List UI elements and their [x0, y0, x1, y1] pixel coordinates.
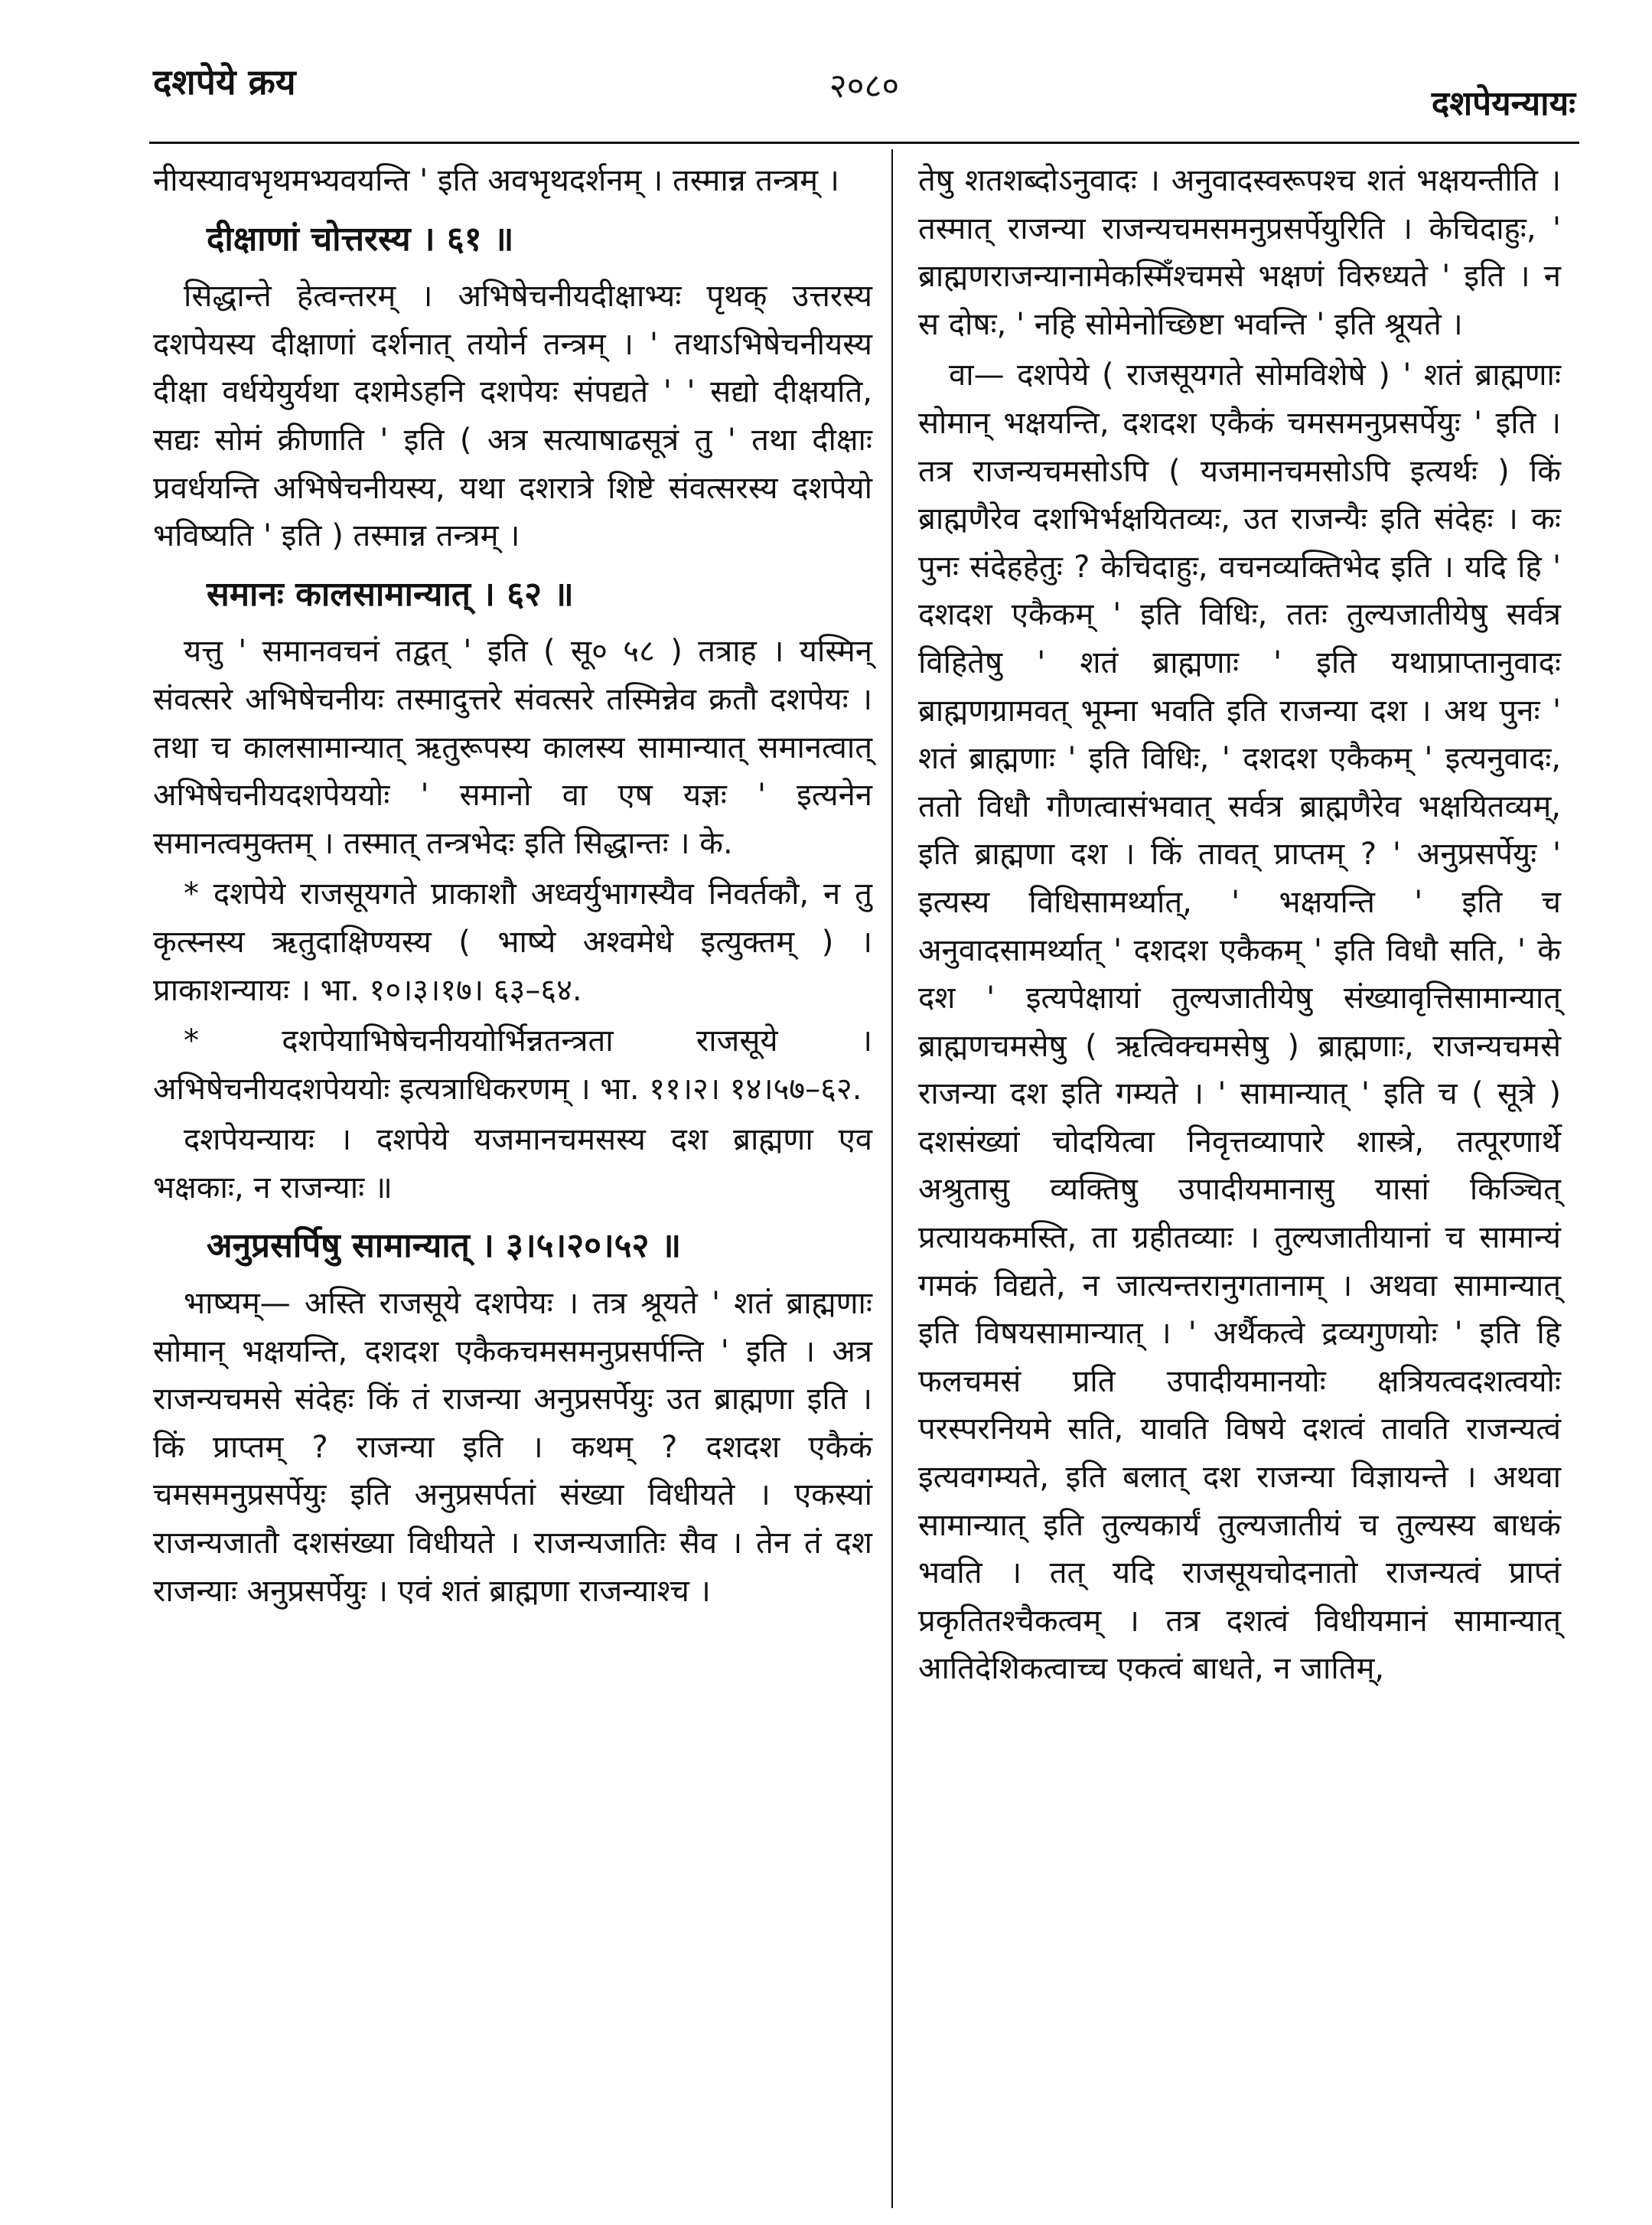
running-head-left: दशपेये क्रय — [153, 61, 296, 103]
page-number: २०८० — [829, 67, 900, 106]
sutra-heading: अनुप्रसर्पिषु सामान्यात् । ३।५।२०।५२ ॥ — [207, 1226, 682, 1266]
sutra-heading: समानः कालसामान्यात् । ६२ ॥ — [207, 574, 574, 614]
footnote: * दशपेयाभिषेचनीययोर्भिन्नतन्त्रता राजसूये । अभिषेचनीयदशपेययोः इत्यत्राधिकरणम् । भा. ११।२। १४।५७–६२. — [153, 1023, 872, 1107]
page-header — [153, 57, 1575, 126]
bhashya-paragraph: भाष्यम्— अस्ति राजसूये दशपेयः । तत्र श्रूयते ' शतं ब्राह्मणाः सोमान् भक्षयन्ति, दशदश एकैकचमसमनुप्रसर्पन्ति ' इति । अत्र राजन्यचमसे संदेहः किं तं राजन्या अनुप्रसर्पेयुः उत ब्राह्मणा इति । किं प्राप्तम् ? राजन्या इति । कथम् ? दशदश एकैकं चमसमनुप्रसर्पेयुः इति अनुप्रसर्पतां संख्या विधीयते । एकस्यां राजन्यजातौ दशसंख्या विधीयते । राजन्यजातिः सैव । तेन तं दश राजन्याः अनुप्रसर्पेयुः । एवं शतं ब्राह्मणा राजन्याश्च । — [153, 1286, 872, 1609]
header-rule — [149, 142, 1579, 144]
sutra-heading: दीक्षाणां चोत्तरस्य । ६१ ॥ — [207, 219, 514, 259]
paragraph: सिद्धान्ते हेत्वन्तरम् । अभिषेचनीयदीक्षाभ्यः पृथक् उत्तरस्य दशपेयस्य दीक्षाणां दर्शनात् तयोर्न तन्त्रम् । ' तथाऽभिषेचनीयस्य दीक्षा वर्धयेयुर्यथा दशमेऽहनि दशपेयः संपद्यते ' ' सद्यो दीक्षयति, सद्यः सोमं क्रीणाति ' इति ( अत्र सत्याषाढसूत्रं तु ' तथा दीक्षाः प्रवर्धयन्ति अभिषेचनीयस्य, यथा दशरात्रे शिष्टे संवत्सरस्य दशपेयो भविष्यति ' इति ) तस्मान्न तन्त्रम् । — [153, 279, 872, 554]
right-column — [918, 157, 1561, 1696]
nyaya-summary: दशपेयन्यायः । दशपेये यजमानचमसस्य दश ब्राह्मणा एव भक्षकाः, न राजन्याः ॥ — [153, 1122, 872, 1205]
paragraph: यत्तु ' समानवचनं तद्वत् ' इति ( सू० ५८ ) तत्राह । यस्मिन् संवत्सरे अभिषेचनीयः तस्मादुत्तरे संवत्सरे तस्मिन्नेव क्रतौ दशपेयः । तथा च कालसामान्यात् ऋतुरूपस्य कालस्य सामान्यात् समानत्वात् अभिषेचनीयदशपेययोः ' समानो वा एष यज्ञः ' इत्यनेन समानत्वमुक्तम् । तस्मात् तन्त्रभेदः इति सिद्धान्तः । के. — [153, 634, 872, 861]
paragraph: तेषु शतशब्दोऽनुवादः । अनुवादस्वरूपश्च शतं भक्षयन्तीति । तस्मात् राजन्या राजन्यचमसमनुप्रसर्पेयुरिति । केचिदाहुः, ' ब्राह्मणराजन्यानामेकस्मिँश्चमसे भक्षणं विरुध्यते ' इति । न स दोषः, ' नहि सोमेनोच्छिष्टा भवन्ति ' इति श्रूयते । — [918, 163, 1561, 342]
column-divider — [891, 149, 893, 2208]
left-column — [153, 157, 872, 1618]
paragraph: नीयस्यावभृथमभ्यवयन्ति ' इति अवभृथदर्शनम् । तस्मान्न तन्त्रम् । — [153, 163, 839, 198]
running-head-right: दशपेयन्यायः — [1431, 84, 1575, 123]
vartika-paragraph: वा— दशपेये ( राजसूयगते सोमविशेषे ) ' शतं ब्राह्मणाः सोमान् भक्षयन्ति, दशदश एकैकं चमसमनुप्रसर्पेयुः ' इति । तत्र राजन्यचमसोऽपि ( यजमानचमसोऽपि इत्यर्थः ) किं ब्राह्मणैरेव दशभिर्भक्षयितव्यः, उत राजन्यैः इति संदेहः । कः पुनः संदेहहेतुः ? केचिदाहुः, वचनव्यक्तिभेद इति । यदि हि ' दशदश एकैकम् ' इति विधिः, ततः तुल्यजातीयेषु सर्वत्र विहितेषु ' शतं ब्राह्मणाः ' इति यथाप्राप्तानुवादः ब्राह्मणग्रामवत् भूम्ना भवति इति राजन्या दश । अथ पुनः ' शतं ब्राह्मणाः ' इति विधिः, ' दशदश एकैकम् ' इत्यनुवादः, ततो विधौ गौणत्वासंभवात् सर्वत्र ब्राह्मणैरेव भक्षयितव्यम्, इति ब्राह्मणा दश । किं तावत् प्राप्तम् ? ' अनुप्रसर्पेयुः ' इत्यस्य विधिसामर्थ्यात्, ' भक्षयन्ति ' इति च अनुवादसामर्थ्यात् ' दशदश एकैकम् ' इति विधौ सति, ' के दश ' इत्यपेक्षायां तुल्यजातीयेषु संख्यावृत्तिसामान्यात् ब्राह्मणचमसेषु ( ऋत्विक्चमसेषु ) ब्राह्मणाः, राजन्यचमसे राजन्या दश इति गम्यते । ' सामान्यात् ' इति च ( सूत्रे ) दशसंख्यां चोदयित्वा निवृत्तव्यापारे शास्त्रे, तत्पूरणार्थे अश्रुतासु व्यक्तिषु उपादीयमानासु यासां किञ्चित् प्रत्यायकमस्ति, ता ग्रहीतव्याः । तुल्यजातीयानां च सामान्यं गमकं विद्यते, न जात्यन्तरानुगतानाम् । अथवा सामान्यात् इति विषयसामान्यात् । ' अर्थैकत्वे द्रव्यगुणयोः ' इति हि फलचमसं प्रति उपादीयमानयोः क्षत्रियत्वदशत्वयोः परस्परनियमे सति, यावति विषये दशत्वं तावति राजन्यत्वं इत्यवगम्यते, इति बलात् दश राजन्या विज्ञायन्ते । अथवा सामान्यात् इति तुल्यकार्यं तुल्यजातीयं च तुल्यस्य बाधकं भवति । तत् यदि राजसूयचोदनातो राजन्यत्वं प्राप्तं प्रकृतितश्चैकत्वम् । तत्र दशत्वं विधीयमानं सामान्यात् आतिदेशिकत्वाच्च एकत्वं बाधते, न जातिम्, — [918, 357, 1561, 1687]
footnote: * दशपेये राजसूयगते प्राकाशौ अध्वर्युभागस्यैव निवर्तकौ, न तु कृत्स्नस्य ऋतुदाक्षिण्यस्य ( भाष्ये अश्वमेधे इत्युक्तम् ) । प्राकाशन्यायः । भा. १०।३।१७। ६३–६४. — [153, 876, 872, 1008]
